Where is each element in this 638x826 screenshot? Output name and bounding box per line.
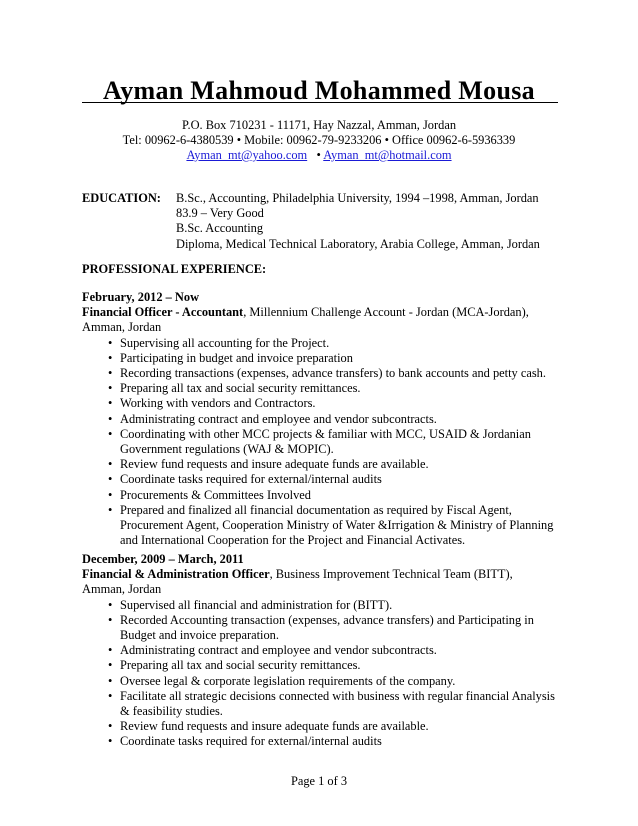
duty-item: • Preparing all tax and social security remittances.	[82, 658, 558, 673]
job-title: Financial Officer - Accountant	[82, 305, 244, 320]
candidate-name: Ayman Mahmoud Mohammed Mousa	[103, 76, 535, 105]
duty-item: • Oversee legal & corporate legislation requirements of the company.	[82, 674, 558, 689]
education-line: 83.9 – Very Good	[176, 206, 264, 221]
duty-item: • Participating in budget and invoice preparation	[82, 351, 558, 366]
job-entry	[82, 290, 558, 548]
page-number: Page 1 of 3	[290, 774, 348, 788]
job-position	[82, 305, 558, 335]
phone-line: Tel: 00962-6-4380539 • Mobile: 00962-79-9233206 • Office 00962-6-5936339	[122, 133, 516, 147]
duty-item: • Recording transactions (expenses, advance transfers) to bank accounts and petty cash.	[82, 366, 558, 381]
duty-item: • Preparing all tax and social security remittances.	[82, 381, 558, 396]
duty-item: • Administrating contract and employee and vendor subcontracts.	[82, 412, 558, 427]
email-link-hotmail[interactable]: Ayman_mt@hotmail.com	[323, 148, 452, 162]
job-organization: , Business Improvement Technical Team (BITT), Amman, Jordan	[82, 567, 513, 597]
duty-item: • Prepared and finalized all financial documentation as required by Fiscal Agent, Procurement Agent, Cooperation Ministry of Water &Irrigation & Ministry of Planning and International Cooperation for the Project and Financial Activates.	[82, 503, 558, 549]
duty-item: • Review fund requests and insure adequate funds are available.	[82, 457, 558, 472]
education-line: Diploma, Medical Technical Laboratory, Arabia College, Amman, Jordan	[176, 236, 540, 251]
education-details	[176, 191, 540, 252]
duty-item: • Coordinate tasks required for external/internal audits	[82, 734, 558, 749]
duty-item: • Recorded Accounting transaction (expenses, advance transfers) and Participating in Budget and invoice preparation.	[82, 613, 558, 643]
address-line: P.O. Box 710231 - 11171, Hay Nazzal, Amman, Jordan	[181, 118, 457, 132]
job-duties-list	[82, 598, 558, 750]
job-entry	[82, 552, 558, 750]
duty-item: • Supervised all financial and administration for (BITT).	[82, 598, 558, 613]
education-heading: EDUCATION:	[82, 191, 161, 205]
job-date: December, 2009 – March, 2011	[82, 552, 244, 566]
job-title: Financial & Administration Officer	[82, 567, 270, 582]
email-separator: •	[316, 148, 321, 162]
education-line: B.Sc., Accounting, Philadelphia University, 1994 –1998, Amman, Jordan	[176, 191, 539, 205]
email-line	[0, 148, 638, 163]
duty-item: • Administrating contract and employee and vendor subcontracts.	[82, 643, 558, 658]
duty-item: • Supervising all accounting for the Project.	[82, 336, 558, 351]
duty-item: • Procurements & Committees Involved	[82, 488, 558, 503]
experience-heading: PROFESSIONAL EXPERIENCE:	[82, 262, 267, 276]
job-position	[82, 567, 558, 597]
duty-item: • Facilitate all strategic decisions connected with business with regular financial Analysis & feasibility studies.	[82, 689, 558, 719]
header-divider	[82, 102, 558, 103]
email-link-yahoo[interactable]: Ayman_mt@yahoo.com	[186, 148, 308, 162]
job-duties-list	[82, 336, 558, 549]
duty-item: • Review fund requests and insure adequate funds are available.	[82, 719, 558, 734]
job-organization: , Millennium Challenge Account - Jordan (MCA-Jordan), Amman, Jordan	[82, 305, 529, 335]
duty-item: • Working with vendors and Contractors.	[82, 396, 558, 411]
duty-item: • Coordinate tasks required for external/internal audits	[82, 472, 558, 487]
education-line: B.Sc. Accounting	[176, 221, 264, 236]
job-date: February, 2012 – Now	[82, 290, 200, 304]
duty-item: • Coordinating with other MCC projects & familiar with MCC, USAID & Jordanian Government regulations (WAJ & MOPIC).	[82, 427, 558, 457]
